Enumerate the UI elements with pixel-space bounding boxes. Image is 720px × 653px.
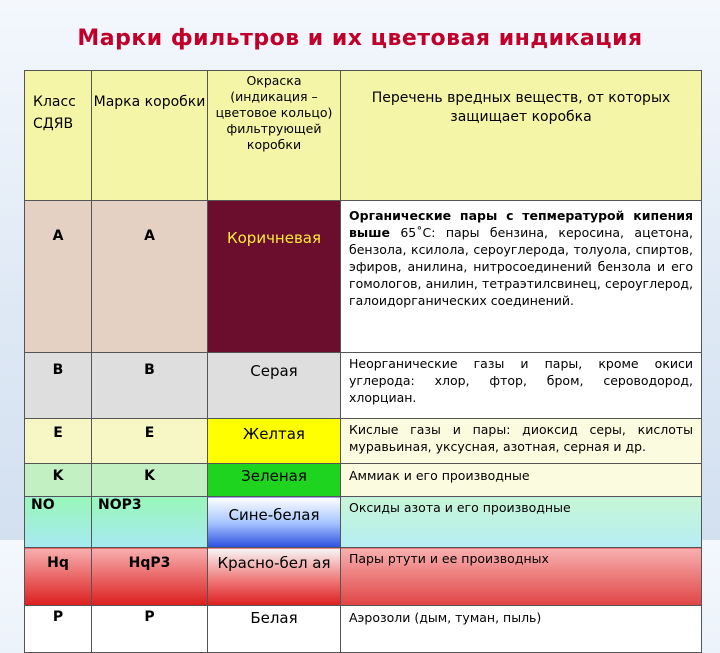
row-brand: NOP3: [92, 497, 208, 548]
table-header-row: [25, 71, 702, 201]
header-color: Окраска (индикация – цветовое кольцо) фильтрующей коробки: [208, 71, 341, 201]
row-color: Сине-белая: [208, 497, 341, 548]
table-row: [25, 419, 702, 464]
table-row: [25, 201, 702, 353]
header-brand: Марка коробки: [92, 71, 208, 201]
row-color: Белая: [208, 606, 341, 653]
row-description: Аэрозоли (дым, туман, пыль): [341, 606, 702, 653]
row-description: Пары ртути и ее производных: [341, 548, 702, 606]
row-description: Оксиды азота и его производные: [341, 497, 702, 548]
table-row: [25, 606, 702, 653]
row-description-text: 65˚С: пары бензина, керосина, ацетона, бензола, ксилола, сероуглерода, толуола, спиртов, эфиров, анилина, нитросоединений бензола и его гомологов, анилин, тетраэтилсвинец, сероуглерод, галоидорганических соединений.: [349, 225, 693, 308]
row-description-bold: Органические пары с тепмературой кипения выше: [349, 208, 693, 240]
row-description: Неорганические газы и пары, кроме окиси углерода: хлор, фтор, бром, сероводород, хлорциан.: [341, 353, 702, 419]
row-color: Желтая: [208, 419, 341, 464]
table-row: [25, 548, 702, 606]
row-brand: P: [92, 606, 208, 653]
row-class: A: [25, 201, 92, 353]
row-brand: E: [92, 419, 208, 464]
row-class: NO: [25, 497, 92, 548]
row-color: Красно-бел ая: [208, 548, 341, 606]
row-class: Hq: [25, 548, 92, 606]
row-class: B: [25, 353, 92, 419]
row-class: K: [25, 464, 92, 497]
row-brand: B: [92, 353, 208, 419]
row-color: Коричневая: [208, 201, 341, 353]
table-row: [25, 353, 702, 419]
row-description: [341, 201, 702, 353]
header-class: Класс СДЯВ: [25, 71, 92, 201]
row-description: Кислые газы и пары: диоксид серы, кислоты муравьиная, уксусная, азотная, серная и др.: [341, 419, 702, 464]
header-substances: Перечень вредных веществ, от которых защищает коробка: [341, 71, 702, 201]
row-brand: A: [92, 201, 208, 353]
row-description: Аммиак и его производные: [341, 464, 702, 497]
filter-table: [24, 70, 702, 653]
row-brand: HqP3: [92, 548, 208, 606]
row-color: Зеленая: [208, 464, 341, 497]
table-row: [25, 464, 702, 497]
row-brand: K: [92, 464, 208, 497]
row-color: Серая: [208, 353, 341, 419]
page-title: Марки фильтров и их цветовая индикация: [77, 26, 643, 51]
row-class: P: [25, 606, 92, 653]
row-class: E: [25, 419, 92, 464]
